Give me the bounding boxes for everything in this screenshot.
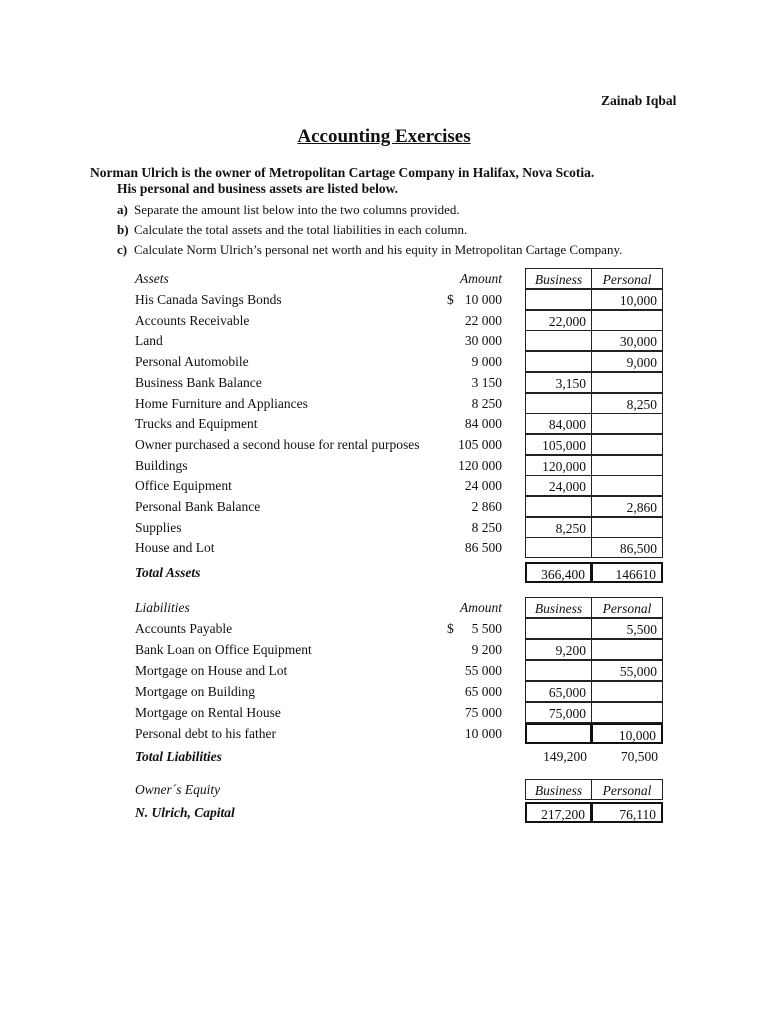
row-label: Land (135, 333, 163, 349)
row-business (525, 537, 592, 558)
total-assets-label: Total Assets (135, 565, 201, 580)
row-label: Accounts Receivable (135, 312, 250, 328)
row-personal: 55,000 (592, 660, 663, 681)
currency-symbol: $ (447, 292, 454, 307)
currency-symbol: $ (447, 621, 454, 636)
row-amount (420, 313, 502, 329)
row-personal (592, 681, 663, 702)
row-amount (420, 333, 502, 349)
table-row (0, 723, 768, 744)
row-business (525, 351, 592, 372)
amount-header: Amount (460, 600, 502, 615)
row-personal: 2,860 (592, 496, 663, 517)
instruction-c: c) Calculate Norm Ulrich’s personal net worth and his equity in Metropolitan Cartage Company. (117, 242, 623, 257)
personal-header: Personal (592, 268, 663, 289)
amount-value: 84 000 (464, 416, 502, 432)
table-row (0, 537, 768, 558)
row-business (525, 723, 592, 744)
row-personal (592, 517, 663, 538)
row-business (525, 289, 592, 310)
row-amount (420, 416, 502, 432)
row-amount (420, 354, 502, 370)
equity-header-label: Owner´s Equity (135, 782, 221, 797)
row-personal: 10,000 (592, 723, 663, 744)
personal-header: Personal (592, 597, 663, 618)
row-business (525, 496, 592, 517)
intro-line-1: Norman Ulrich is the owner of Metropolitan Cartage Company in Halifax, Nova Scotia. (90, 165, 595, 180)
row-personal (592, 702, 663, 723)
total-assets-row (0, 562, 768, 583)
row-label: Personal debt to his father (135, 726, 276, 741)
liabilities-header-row (0, 597, 768, 618)
table-row (0, 496, 768, 517)
row-label: Accounts Payable (135, 621, 233, 636)
amount-value: 10 000 (464, 292, 502, 307)
instruction-a: a) Separate the amount list below into the two columns provided. (117, 202, 460, 217)
amount-value: 55 000 (464, 663, 502, 678)
table-row (0, 330, 768, 351)
row-amount (420, 663, 502, 679)
row-business (525, 393, 592, 414)
row-amount (420, 520, 502, 536)
amount-value: 24 000 (464, 478, 502, 494)
row-personal: 5,500 (592, 618, 663, 639)
total-liabilities-business: 149,200 (543, 749, 587, 764)
table-row (0, 310, 768, 331)
equity-header-row (0, 779, 768, 800)
row-label: Bank Loan on Office Equipment (135, 642, 312, 657)
amount-header: Amount (460, 271, 502, 286)
table-row (0, 393, 768, 414)
row-business: 65,000 (525, 681, 592, 702)
page-title: Accounting Exercises (297, 126, 471, 147)
amount-value: 8 250 (471, 395, 502, 411)
row-personal: 8,250 (592, 393, 663, 414)
row-amount (420, 499, 502, 515)
row-amount (420, 396, 502, 412)
row-label: Personal Bank Balance (135, 499, 261, 514)
table-row (0, 413, 768, 434)
row-business: 8,250 (525, 517, 592, 538)
amount-value: 5 500 (471, 621, 502, 636)
total-liabilities-personal: 70,500 (620, 749, 658, 764)
capital-label: N. Ulrich, Capital (135, 805, 235, 820)
row-personal (592, 310, 663, 331)
row-amount (420, 726, 502, 742)
row-amount (420, 478, 502, 494)
row-label: Supplies (135, 519, 182, 535)
table-row (0, 618, 768, 639)
row-label: Personal Automobile (135, 354, 249, 370)
amount-value: 9 000 (471, 354, 502, 370)
amount-value: 105 000 (458, 436, 502, 452)
amount-value: 120 000 (458, 457, 502, 473)
table-row (0, 372, 768, 393)
row-label: House and Lot (135, 540, 215, 556)
row-amount (420, 437, 502, 453)
row-business: 3,150 (525, 372, 592, 393)
table-row (0, 475, 768, 496)
table-row (0, 660, 768, 681)
row-label: Buildings (135, 457, 188, 473)
row-business: 105,000 (525, 434, 592, 455)
row-label: Mortgage on House and Lot (135, 663, 288, 678)
author-name: Zainab Iqbal (601, 93, 677, 108)
personal-header: Personal (592, 779, 663, 800)
amount-value: 10 000 (464, 726, 502, 741)
row-amount (420, 642, 502, 658)
total-assets-business: 366,400 (525, 562, 592, 583)
row-business: 120,000 (525, 455, 592, 476)
total-assets-personal: 146610 (592, 562, 663, 583)
table-row (0, 639, 768, 660)
assets-header-row (0, 268, 768, 289)
amount-value: 8 250 (471, 519, 502, 535)
row-business: 9,200 (525, 639, 592, 660)
amount-value: 86 500 (464, 540, 502, 556)
liabilities-header-label: Liabilities (135, 600, 190, 615)
row-label: Office Equipment (135, 478, 232, 494)
capital-personal: 76,110 (592, 802, 663, 823)
row-label: Mortgage on Building (135, 684, 255, 699)
row-business (525, 660, 592, 681)
row-business: 24,000 (525, 475, 592, 496)
row-personal: 30,000 (592, 330, 663, 351)
row-amount (420, 292, 502, 308)
capital-business: 217,200 (525, 802, 592, 823)
amount-value: 9 200 (471, 642, 502, 657)
row-amount (420, 458, 502, 474)
row-amount (420, 375, 502, 391)
row-label: Owner purchased a second house for rental purposes (135, 436, 420, 452)
row-label: Mortgage on Rental House (135, 705, 281, 720)
row-label: His Canada Savings Bonds (135, 292, 282, 307)
row-personal (592, 639, 663, 660)
row-personal (592, 434, 663, 455)
business-header: Business (525, 779, 592, 800)
row-personal: 10,000 (592, 289, 663, 310)
table-row (0, 351, 768, 372)
assets-header-label: Assets (135, 271, 169, 286)
total-liabilities-row (0, 746, 768, 767)
intro-line-2: His personal and business assets are listed below. (117, 181, 399, 196)
row-business: 22,000 (525, 310, 592, 331)
table-row (0, 455, 768, 476)
row-label: Trucks and Equipment (135, 416, 258, 432)
table-row (0, 517, 768, 538)
row-personal: 9,000 (592, 351, 663, 372)
amount-value: 22 000 (464, 312, 502, 328)
amount-value: 2 860 (471, 499, 502, 514)
amount-value: 3 150 (471, 374, 502, 390)
row-label: Business Bank Balance (135, 374, 262, 390)
row-business (525, 618, 592, 639)
business-header: Business (525, 597, 592, 618)
row-amount (420, 621, 502, 637)
row-business: 75,000 (525, 702, 592, 723)
row-personal (592, 413, 663, 434)
table-row (0, 702, 768, 723)
row-label: Home Furniture and Appliances (135, 395, 308, 411)
row-business (525, 330, 592, 351)
row-amount (420, 684, 502, 700)
business-header: Business (525, 268, 592, 289)
amount-value: 65 000 (464, 684, 502, 699)
total-liabilities-label: Total Liabilities (135, 749, 222, 764)
amount-value: 75 000 (464, 705, 502, 720)
row-personal (592, 475, 663, 496)
row-amount (420, 540, 502, 556)
row-amount (420, 705, 502, 721)
instruction-b: b) Calculate the total assets and the total liabilities in each column. (117, 222, 468, 237)
table-row (0, 434, 768, 455)
row-business: 84,000 (525, 413, 592, 434)
amount-value: 30 000 (464, 333, 502, 349)
table-row (0, 289, 768, 310)
table-row (0, 681, 768, 702)
capital-row (0, 802, 768, 823)
row-personal: 86,500 (592, 537, 663, 558)
row-personal (592, 455, 663, 476)
row-personal (592, 372, 663, 393)
